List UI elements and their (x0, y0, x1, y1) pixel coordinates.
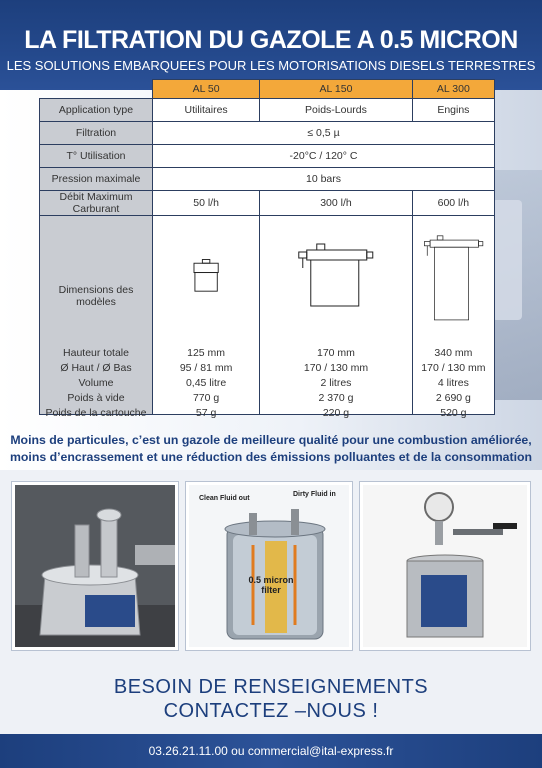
dirty-fluid-label: Dirty Fluid in (293, 491, 336, 498)
cell-value: 57 g (195, 407, 217, 419)
cell-value: 2 litres (320, 377, 352, 389)
model-header: AL 50 (153, 80, 260, 99)
cell-value: 220 g (322, 407, 350, 419)
cell-value: 4 litres (437, 377, 469, 389)
cell-value: -20°C / 120° C (153, 145, 495, 168)
cell-value: Utilitaires (153, 99, 260, 122)
dimensions-label: Dimensions des modèles (58, 284, 134, 308)
page-subtitle: LES SOLUTIONS EMBARQUEES POUR LES MOTORISATIONS DIESELS TERRESTRES (6, 58, 536, 73)
cell-value: 170 / 130 mm (421, 362, 486, 374)
contact-subheading: CONTACTEZ –NOUS ! (163, 700, 379, 722)
tagline-line2: moins d’encrassement et une réduction des émissions polluantes et de la consommation (9, 450, 533, 464)
cell-value: 2 370 g (318, 392, 354, 404)
sublabel-volume: Volume (78, 377, 114, 389)
dimensions-al50 (153, 216, 260, 419)
cell-value: 770 g (192, 392, 220, 404)
dimensions-al150 (260, 216, 413, 419)
cell-value: Engins (412, 99, 494, 122)
sublabel-cartridge-weight: Poids de la cartouche (45, 407, 147, 419)
cell-value: 95 / 81 mm (179, 362, 233, 374)
cell-value: 0,45 litre (185, 377, 227, 389)
product-photo-illustration (363, 485, 530, 650)
micron-filter-label: 0.5 micron filter (248, 575, 294, 595)
truck-background-detail (492, 200, 522, 320)
cell-value: 2 690 g (435, 392, 471, 404)
table-row (40, 191, 495, 216)
al300-drawing (413, 216, 494, 344)
tagline (0, 432, 542, 466)
dimensions-label-cell (40, 216, 153, 419)
filter-diagram-illustration (189, 485, 352, 650)
sublabel-weight: Poids à vide (67, 392, 125, 404)
row-label: T° Utilisation (40, 145, 153, 168)
footer-bar (0, 734, 542, 768)
cell-value: 170 mm (317, 347, 355, 359)
row-label: Application type (40, 99, 153, 122)
al150-drawing (260, 216, 412, 344)
engine-photo (12, 482, 178, 650)
table-corner (40, 80, 153, 99)
table-row (40, 168, 495, 191)
engine-photo-illustration (15, 485, 178, 650)
al50-drawing (153, 216, 259, 344)
cell-value: 600 l/h (412, 191, 494, 216)
row-label: Pression maximale (40, 168, 153, 191)
cell-value: 125 mm (187, 347, 226, 359)
sublabel-height: Hauteur totale (63, 347, 129, 359)
cell-value: 50 l/h (153, 191, 260, 216)
filter-diagram (186, 482, 352, 650)
product-photo (360, 482, 530, 650)
page-title: LA FILTRATION DU GAZOLE A 0.5 MICRON (24, 26, 518, 54)
table-row (40, 145, 495, 168)
footer-contact[interactable]: 03.26.21.11.00 ou commercial@ital-express.fr (148, 744, 394, 758)
table-row-dimensions (40, 216, 495, 415)
model-header: AL 150 (260, 80, 413, 99)
spec-table (39, 79, 495, 419)
dimensions-al300 (412, 216, 494, 419)
cell-value: ≤ 0,5 µ (153, 122, 495, 145)
cell-value: 520 g (440, 407, 467, 419)
tagline-line1: Moins de particules, c’est un gazole de meilleure qualité pour une combustion améliorée, (10, 433, 532, 447)
sublabel-diameter: Ø Haut / Ø Bas (60, 362, 132, 374)
cell-value: 10 bars (153, 168, 495, 191)
contact-heading: BESOIN DE RENSEIGNEMENTS (113, 676, 429, 698)
model-header: AL 300 (412, 80, 494, 99)
cell-value: 340 mm (434, 347, 473, 359)
cell-value: 170 / 130 mm (303, 362, 369, 374)
cell-value: 300 l/h (260, 191, 413, 216)
cell-value: Poids-Lourds (260, 99, 413, 122)
row-label: Filtration (40, 122, 153, 145)
table-row (40, 99, 495, 122)
table-row (40, 122, 495, 145)
row-label: Débit Maximum Carburant (40, 191, 153, 216)
clean-fluid-label: Clean Fluid out (199, 495, 250, 502)
